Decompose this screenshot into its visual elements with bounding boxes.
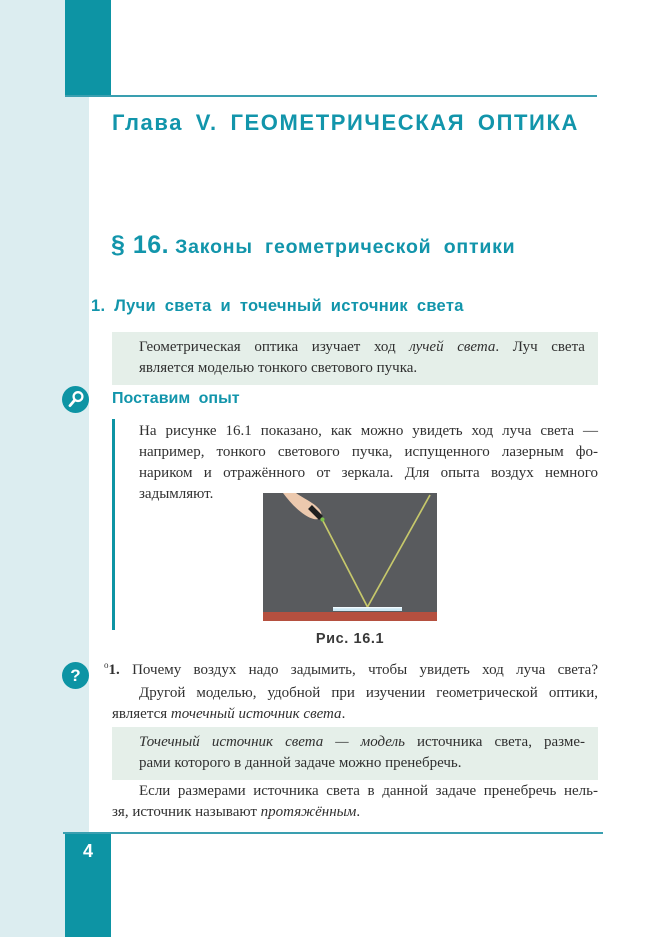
text-segment: Почему воздух надо задымить, чтобы увидеть ход луча света? (119, 662, 598, 678)
text-line (112, 781, 598, 802)
text-segment: источника света, разме- (404, 734, 585, 750)
text-line (139, 421, 598, 442)
page-number-tab (65, 834, 111, 937)
text-line (112, 802, 598, 823)
chapter-tab (65, 0, 111, 95)
text-line (139, 732, 585, 753)
paragraph-extended-source (112, 781, 598, 823)
text-segment: На рисунке 16.1 показано, как можно увидеть ход луча света — (139, 423, 598, 439)
mirror-highlight (333, 607, 402, 608)
photo-background (263, 493, 437, 621)
magnifier-icon (62, 386, 89, 413)
text-segment: задымляют. (139, 486, 214, 502)
text-line (139, 753, 585, 774)
text-segment: Точечный источник света — модель (139, 734, 405, 750)
text-line (112, 704, 598, 725)
question-glyph: ? (70, 666, 81, 685)
margin-strip (0, 0, 89, 937)
section-number: § 16. (111, 231, 170, 259)
text-segment: о (104, 660, 109, 670)
text-segment: лучей света (409, 339, 496, 355)
text-segment: протяжённым (260, 804, 357, 820)
text-segment: 1. (108, 662, 120, 678)
figure-caption: Рис. 16.1 (315, 631, 385, 647)
bottom-rule (63, 832, 603, 834)
question-icon (62, 662, 89, 689)
laser-experiment-photo (263, 493, 437, 621)
text-segment: Другой моделью, удобной при изучении геометрической оптики, (139, 685, 598, 701)
text-segment: Если размерами источника света в данной задаче пренебречь нель- (139, 783, 598, 799)
text-segment: является моделью тонкого светового пучка. (139, 360, 418, 376)
table-surface (263, 612, 437, 621)
question-item-1 (104, 660, 598, 681)
text-segment: зя, источник называют (112, 804, 261, 820)
top-rule (65, 95, 597, 97)
text-line (139, 358, 585, 379)
section-heading (111, 231, 515, 260)
text-line (139, 463, 598, 484)
text-segment: точечный источник света (170, 706, 342, 722)
paragraph-point-source (112, 683, 598, 725)
chapter-title: Глава V. ГЕОМЕТРИЧЕСКАЯ ОПТИКА (112, 110, 579, 135)
definition-box-point-source (112, 727, 598, 780)
laser-tip (321, 518, 325, 522)
text-line (139, 442, 598, 463)
text-line (139, 337, 585, 358)
figure-16-1 (263, 493, 437, 647)
text-line (104, 660, 598, 681)
text-segment: . (341, 706, 346, 722)
text-segment: Геометрическая оптика изучает ход (139, 339, 410, 355)
text-segment: . Луч света (495, 339, 585, 355)
text-segment: например, тонкого светового пучка, испущенного лазерным фо- (139, 444, 598, 460)
definition-box-light-rays (112, 332, 598, 385)
text-segment: нариком и отражённого от зеркала. Для опыта воздух немного (139, 465, 598, 481)
experiment-heading: Поставим опыт (112, 390, 240, 407)
section-title: Законы геометрической оптики (175, 236, 516, 258)
subsection-heading: 1. Лучи света и точечный источник света (91, 297, 464, 315)
text-segment: . (356, 804, 361, 820)
text-segment: является (112, 706, 171, 722)
text-segment: рами которого в данной задаче можно пренебречь. (139, 755, 462, 771)
magnifier-glyph (62, 386, 89, 413)
page-number: 4 (82, 841, 93, 861)
text-line (112, 683, 598, 704)
